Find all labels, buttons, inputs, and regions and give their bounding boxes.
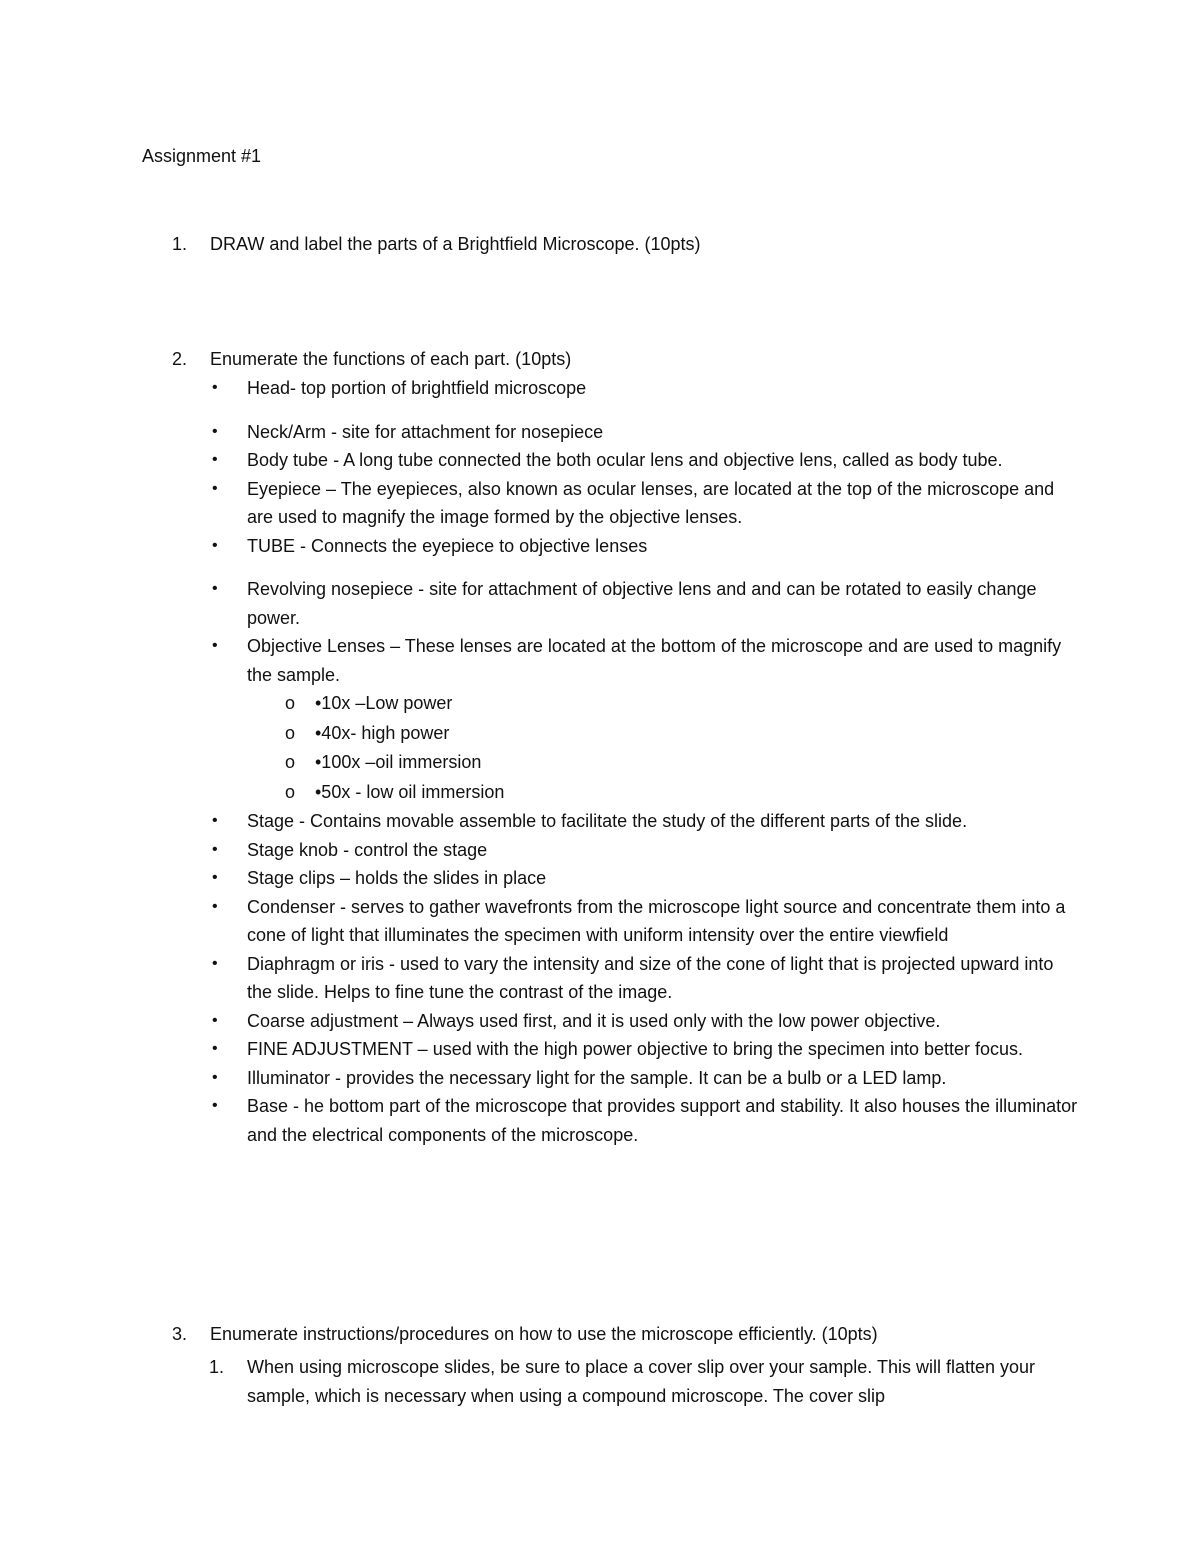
part-text: Objective Lenses – These lenses are located at the bottom of the microscope and are used to magnify the sample.	[247, 636, 1062, 685]
bullet-icon: •	[212, 954, 218, 972]
part-text: Condenser - serves to gather wavefronts from the microscope light source and concentrate them into a cone of light that illuminates the specimen with uniform intensity over the entire viewfield	[247, 896, 1066, 945]
part-text: FINE ADJUSTMENT – used with the high power objective to bring the specimen into better focus.	[247, 1039, 1024, 1059]
objective-power: •50x - low oil immersion	[315, 781, 505, 802]
part-text: Base - he bottom part of the microscope that provides support and stability. It also houses the illuminator and the electrical components of the microscope.	[247, 1096, 1078, 1145]
sub-list-item	[210, 689, 1080, 719]
part-text: Stage - Contains movable assemble to facilitate the study of the different parts of the slide.	[247, 811, 968, 831]
procedure-list	[210, 1353, 1070, 1411]
procedure-step	[210, 1353, 1070, 1411]
part-text: Neck/Arm - site for attachment for nosepiece	[247, 421, 604, 442]
list-item	[210, 475, 1080, 532]
list-item	[210, 836, 1080, 865]
list-item	[210, 864, 1080, 893]
sub-list-item	[210, 778, 1080, 808]
step-text: When using microscope slides, be sure to place a cover slip over your sample. This will flatten your sample, which is necessary when using a compound microscope. The cover slip	[247, 1357, 1036, 1406]
sub-list-item	[210, 748, 1080, 778]
list-item	[210, 374, 1080, 403]
bullet-icon: •	[212, 422, 218, 440]
question-number: 1.	[172, 234, 188, 254]
bullet-icon: •	[212, 812, 218, 829]
bullet-icon: •	[212, 1040, 218, 1057]
bullet-icon: •	[212, 451, 218, 468]
list-item	[210, 950, 1080, 1007]
list-item	[210, 446, 1080, 475]
part-text: Revolving nosepiece - site for attachment of objective lens and and can be rotated to easily change power.	[247, 579, 1037, 628]
part-text: Body tube - A long tube connected the both ocular lens and objective lens, called as body tube.	[247, 450, 1003, 470]
circle-bullet-icon: o	[285, 693, 296, 713]
bullet-icon: •	[212, 1068, 218, 1086]
circle-bullet-icon: o	[285, 781, 296, 802]
sub-list-item	[210, 719, 1080, 749]
part-text: Stage knob - control the stage	[247, 839, 488, 860]
question-number: 3.	[172, 1324, 188, 1344]
question-text: Enumerate instructions/procedures on how to use the microscope efficiently. (10pts)	[210, 1324, 878, 1344]
list-item	[210, 1007, 1080, 1036]
step-number: 1.	[209, 1357, 225, 1377]
assignment-title: Assignment #1	[142, 146, 262, 166]
part-text: Illuminator - provides the necessary light for the sample. It can be a bulb or a LED lamp.	[247, 1067, 947, 1088]
bullet-icon: •	[212, 897, 218, 915]
question-number: 2.	[172, 349, 188, 369]
parts-list	[210, 374, 1080, 1149]
list-item	[210, 532, 1080, 561]
bullet-icon: •	[212, 580, 218, 597]
bullet-icon: •	[212, 1097, 218, 1114]
part-text: Eyepiece – The eyepieces, also known as ocular lenses, are located at the top of the microscope and are used to magnify the image formed by the objective lenses.	[247, 478, 1055, 527]
list-item	[210, 893, 1080, 950]
bullet-icon: •	[212, 379, 218, 396]
list-item	[210, 418, 1080, 447]
objective-power: •40x- high power	[315, 722, 450, 743]
circle-bullet-icon: o	[285, 752, 296, 772]
question-text: Enumerate the functions of each part. (10pts)	[210, 349, 572, 369]
part-text: Coarse adjustment – Always used first, and it is used only with the low power objective.	[247, 1010, 941, 1031]
objective-power: •10x –Low power	[315, 693, 453, 713]
list-item	[210, 1092, 1080, 1149]
question-text: DRAW and label the parts of a Brightfield Microscope. (10pts)	[210, 234, 701, 254]
bullet-icon: •	[212, 840, 218, 858]
bullet-icon: •	[212, 1011, 218, 1029]
bullet-icon: •	[212, 479, 218, 497]
part-text: Diaphragm or iris - used to vary the intensity and size of the cone of light that is projected upward into the slide. Helps to fine tune the contrast of the image.	[247, 953, 1054, 1002]
list-item	[210, 575, 1080, 632]
objective-power: •100x –oil immersion	[315, 752, 482, 772]
part-text: Head- top portion of brightfield microscope	[247, 378, 587, 398]
bullet-icon: •	[212, 637, 218, 654]
list-item	[210, 807, 1080, 836]
circle-bullet-icon: o	[285, 722, 296, 743]
part-text: Stage clips – holds the slides in place	[247, 868, 547, 888]
list-item	[210, 1035, 1080, 1064]
part-text: TUBE - Connects the eyepiece to objective lenses	[247, 535, 648, 556]
list-item	[210, 632, 1080, 689]
bullet-icon: •	[212, 536, 218, 554]
list-item	[210, 1064, 1080, 1093]
bullet-icon: •	[212, 869, 218, 886]
